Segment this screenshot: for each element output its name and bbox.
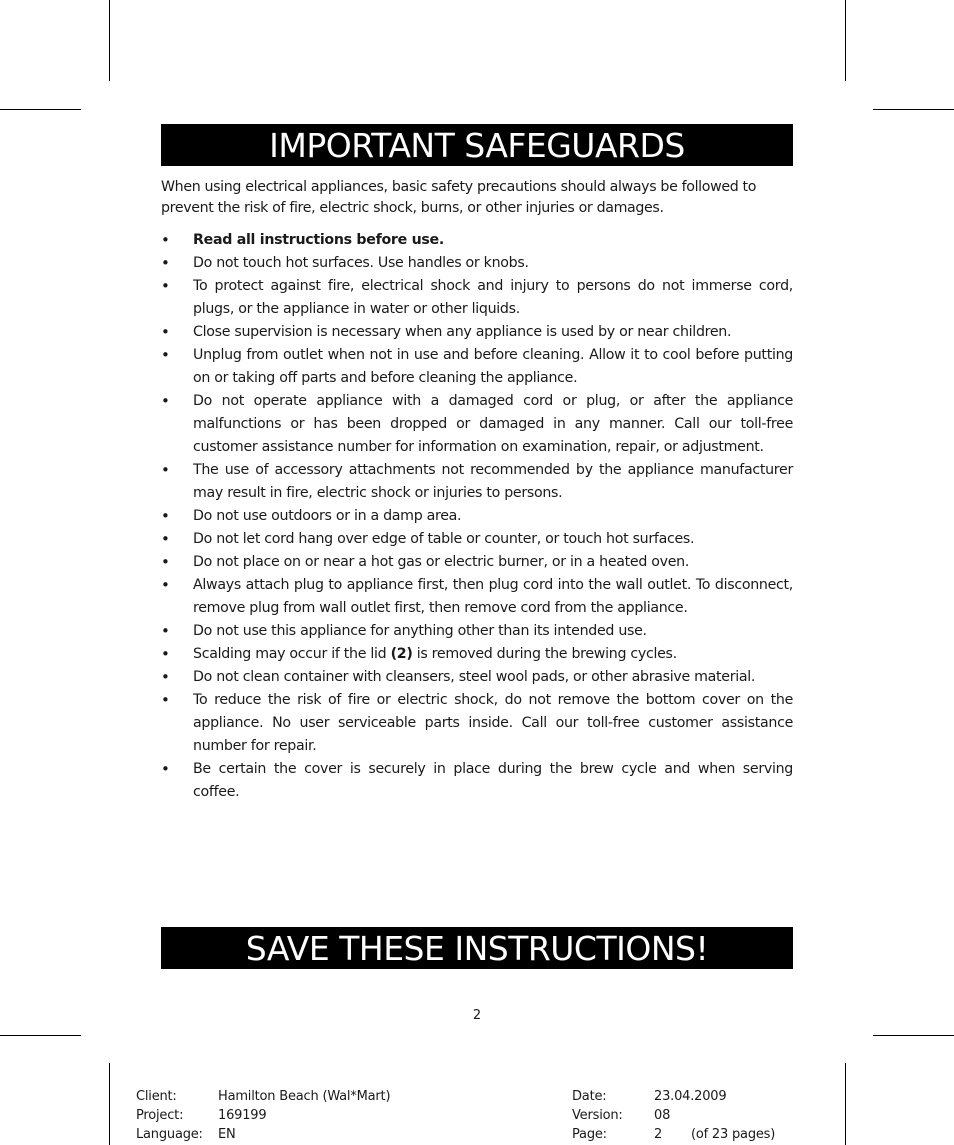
bullet-icon: • <box>161 231 170 249</box>
safeguard-item <box>161 390 793 459</box>
intro-paragraph: When using electrical appliances, basic safety precautions should always be followed to prevent the risk of fire, electric shock, burns, or other injuries or damages. <box>161 179 757 216</box>
safeguard-text-part: Scalding may occur if the lid <box>193 646 391 662</box>
safeguard-item <box>161 275 793 321</box>
crop-mark <box>0 1035 81 1036</box>
bullet-icon: • <box>161 576 170 594</box>
safeguard-text: Always attach plug to appliance first, then plug cord into the wall outlet. To disconnect, remove plug from wall outlet first, then remove cord from the appliance. <box>193 577 793 616</box>
safeguard-item <box>161 459 793 505</box>
bullet-icon: • <box>161 530 170 548</box>
safeguard-item <box>161 321 793 344</box>
project-value: 169199 <box>218 1108 267 1123</box>
safeguard-item <box>161 643 793 666</box>
safeguard-text: Unplug from outlet when not in use and before cleaning. Allow it to cool before putting on or taking off parts and before cleaning the appliance. <box>193 347 793 386</box>
safeguard-text: Do not let cord hang over edge of table or counter, or touch hot surfaces. <box>193 531 695 547</box>
safeguard-text: Close supervision is necessary when any appliance is used by or near children. <box>193 324 732 340</box>
save-instructions-banner: SAVE THESE INSTRUCTIONS! <box>161 927 793 969</box>
page-label: Page: <box>572 1127 607 1142</box>
date-value: 23.04.2009 <box>654 1089 727 1104</box>
safeguard-item <box>161 551 793 574</box>
page-number: 2 <box>472 1008 482 1023</box>
bullet-icon: • <box>161 346 170 364</box>
footer-info-right <box>572 1087 775 1144</box>
safeguard-text: Do not place on or near a hot gas or electric burner, or in a heated oven. <box>193 554 690 570</box>
safeguard-text: To reduce the risk of fire or electric shock, do not remove the bottom cover on the appliance. No user serviceable parts inside. Call our toll-free customer assistance number for repair. <box>193 692 793 754</box>
safeguard-item <box>161 252 793 275</box>
crop-mark <box>845 1063 846 1145</box>
safeguard-text: Do not clean container with cleansers, steel wool pads, or other abrasive material. <box>193 669 756 685</box>
safeguard-text: The use of accessory attachments not recommended by the appliance manufacturer may result in fire, electric shock or injuries to persons. <box>193 462 793 501</box>
client-label: Client: <box>136 1089 177 1104</box>
page-total: (of 23 pages) <box>691 1127 776 1142</box>
safeguard-item <box>161 666 793 689</box>
bullet-icon: • <box>161 622 170 640</box>
page-value: 2 <box>654 1127 663 1142</box>
safeguard-text-part-bold: (2) <box>390 646 413 662</box>
page-title: IMPORTANT SAFEGUARDS <box>161 124 793 166</box>
bullet-icon: • <box>161 277 170 295</box>
safeguard-item <box>161 528 793 551</box>
crop-mark <box>109 0 110 81</box>
date-label: Date: <box>572 1089 607 1104</box>
bullet-icon: • <box>161 645 170 663</box>
safeguard-item <box>161 505 793 528</box>
safeguard-item <box>161 758 793 804</box>
safeguard-item <box>161 229 793 252</box>
crop-mark <box>109 1063 110 1145</box>
language-value: EN <box>218 1127 236 1142</box>
safeguard-list <box>161 229 793 804</box>
bullet-icon: • <box>161 392 170 410</box>
safeguard-text: To protect against fire, electrical shock and injury to persons do not immerse cord, plugs, or the appliance in water or other liquids. <box>193 278 793 317</box>
version-label: Version: <box>572 1108 623 1123</box>
safeguard-item <box>161 574 793 620</box>
safeguard-item <box>161 689 793 758</box>
crop-mark <box>0 109 81 110</box>
client-value: Hamilton Beach (Wal*Mart) <box>218 1089 391 1104</box>
version-value: 08 <box>654 1108 671 1123</box>
safeguard-text: Do not operate appliance with a damaged cord or plug, or after the appliance malfunctions or has been dropped or damaged in any manner. Call our toll-free customer assistance number for information on examination, repair, or adjustment. <box>193 393 793 455</box>
safeguard-text: Do not use outdoors or in a damp area. <box>193 508 462 524</box>
crop-mark <box>873 109 954 110</box>
safeguard-text: Read all instructions before use. <box>193 232 444 248</box>
bullet-icon: • <box>161 760 170 778</box>
bullet-icon: • <box>161 461 170 479</box>
bullet-icon: • <box>161 254 170 272</box>
bullet-icon: • <box>161 691 170 709</box>
bullet-icon: • <box>161 553 170 571</box>
safeguard-text: Do not touch hot surfaces. Use handles or knobs. <box>193 255 529 271</box>
safeguard-item <box>161 344 793 390</box>
safeguard-text: Be certain the cover is securely in place during the brew cycle and when serving coffee. <box>193 761 793 800</box>
crop-mark <box>873 1035 954 1036</box>
safeguard-item <box>161 620 793 643</box>
safeguard-text: Do not use this appliance for anything other than its intended use. <box>193 623 647 639</box>
project-label: Project: <box>136 1108 184 1123</box>
safeguard-text-part: is removed during the brewing cycles. <box>412 646 677 662</box>
bullet-icon: • <box>161 323 170 341</box>
crop-mark <box>845 0 846 81</box>
safeguard-text <box>193 646 677 662</box>
bullet-icon: • <box>161 668 170 686</box>
bullet-icon: • <box>161 507 170 525</box>
language-label: Language: <box>136 1127 203 1142</box>
footer-info-left <box>136 1087 390 1144</box>
